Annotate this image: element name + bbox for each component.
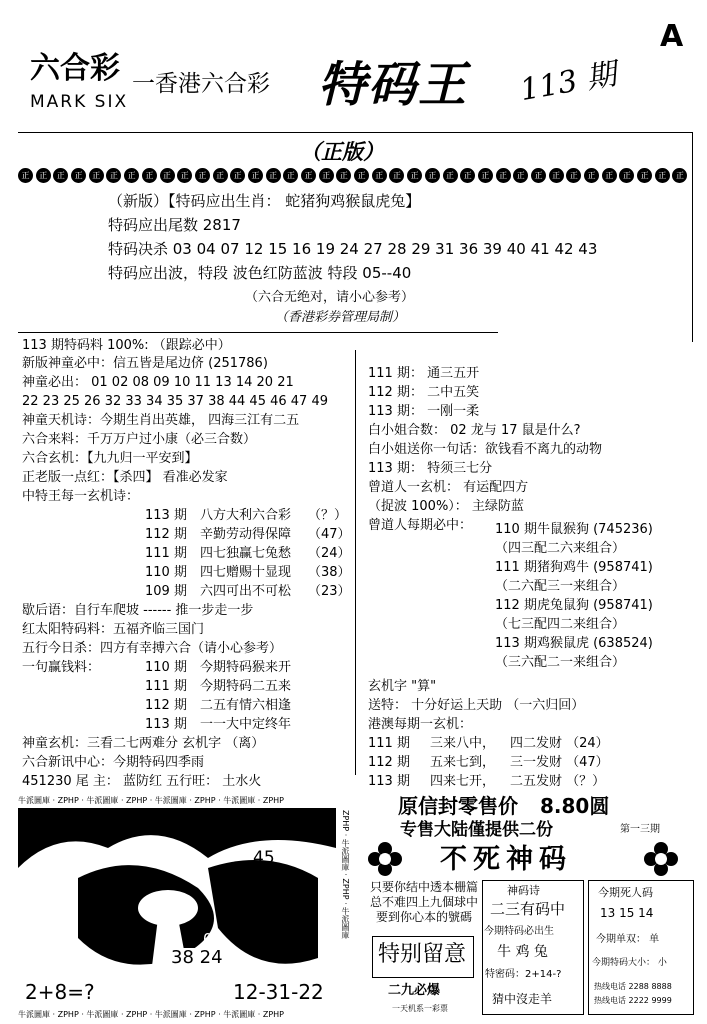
right-line-10: 玄机字 "算" bbox=[368, 679, 437, 694]
logo-sub: MARK SIX bbox=[30, 92, 129, 112]
must-answer: 牛 鸡 兔 bbox=[497, 944, 548, 960]
hk-text: 三来八中， bbox=[430, 736, 496, 751]
zheng-circle-icon: 正 bbox=[460, 168, 475, 183]
zheng-circle-icon: 正 bbox=[124, 168, 139, 183]
zheng-circle-icon: 正 bbox=[672, 168, 687, 183]
win-issue: 111 期 bbox=[145, 679, 187, 694]
zodiac-set: 111 期猪狗鸡牛 (958741) bbox=[495, 560, 653, 575]
attention-label: 特别留意 bbox=[378, 942, 467, 967]
right-border bbox=[692, 132, 693, 342]
zheng-circle-icon: 正 bbox=[301, 168, 316, 183]
attention-note: 二九必爆 bbox=[388, 983, 441, 998]
photo-number-28: 28 bbox=[283, 818, 301, 834]
poem-text: 辛勤劳动得保障 bbox=[200, 527, 292, 542]
dead-code-title: 今期死人码 bbox=[598, 886, 653, 899]
zheng-circle-icon: 正 bbox=[213, 168, 228, 183]
wave-line: 特码应出波，特段 波色红防蓝波 特段 05--40 bbox=[108, 264, 412, 282]
zheng-circle-icon: 正 bbox=[425, 168, 440, 183]
zheng-circle-icon: 正 bbox=[354, 168, 369, 183]
left-line-15: 六合新讯中心：今期特码四季雨 bbox=[22, 755, 205, 770]
poem-answer: （23） bbox=[308, 584, 351, 599]
zheng-circle-icon: 正 bbox=[336, 168, 351, 183]
right-line-2: 112 期： 二中五笑 bbox=[368, 385, 480, 400]
section-rule bbox=[18, 332, 498, 333]
left-line-13: 一句赢钱料： bbox=[22, 660, 101, 675]
corner-letter: A bbox=[660, 19, 684, 54]
hk-result: 二五发财 （？） bbox=[510, 774, 606, 789]
authority-note: （香港彩券管理局制） bbox=[275, 310, 406, 325]
win-issue: 113 期 bbox=[145, 717, 187, 732]
edition-label: （正版） bbox=[300, 140, 384, 164]
zheng-circle-icon: 正 bbox=[177, 168, 192, 183]
photo-number-01: 01 bbox=[203, 930, 223, 948]
logo-title: 一香港六合彩 bbox=[132, 71, 270, 97]
zheng-circle-icon: 正 bbox=[89, 168, 104, 183]
price-side-note: 第一三期 bbox=[620, 824, 660, 835]
poem-title: 神码诗 bbox=[507, 884, 540, 897]
size-label: 今期特码大小： 小 bbox=[592, 958, 667, 968]
header-rule bbox=[18, 132, 693, 133]
zheng-circle-icon: 正 bbox=[478, 168, 493, 183]
poem-answer: （47） bbox=[308, 527, 351, 542]
right-line-4: 白小姐合数： 02 龙与 17 鼠是什么? bbox=[368, 423, 581, 438]
zodiac-combo: （七三配四二来组合） bbox=[495, 617, 626, 632]
zheng-circle-icon: 正 bbox=[248, 168, 263, 183]
win-text: 二五有情六相逢 bbox=[200, 698, 292, 713]
poem-text: 四七独赢七兔愁 bbox=[200, 546, 292, 561]
poem-answer: （38） bbox=[308, 565, 351, 580]
brand-title: 特码王 bbox=[318, 57, 469, 113]
zheng-circle-icon: 正 bbox=[319, 168, 334, 183]
hk-issue: 112 期 bbox=[368, 755, 410, 770]
hk-issue: 113 期 bbox=[368, 774, 410, 789]
left-line-5: 神童天机诗：今期生肖出英雄， 四海三江有二五 bbox=[22, 413, 300, 428]
zheng-circle-icon: 正 bbox=[637, 168, 652, 183]
win-text: 一一大中定终年 bbox=[200, 717, 292, 732]
kill-line: 特码决杀 03 04 07 12 15 16 19 24 27 28 29 31 36 39 40 41 42 43 bbox=[108, 240, 598, 258]
zheng-circle-icon: 正 bbox=[36, 168, 51, 183]
secret-note: 猜中沒走羊 bbox=[492, 992, 553, 1006]
right-line-8: （捉波 100%）： 主绿防蓝 bbox=[368, 499, 524, 514]
must-label: 今期特码必出生 bbox=[484, 926, 554, 937]
secret-code: 特密码：2+14-? bbox=[485, 969, 562, 980]
photo-graphic bbox=[18, 808, 336, 1008]
zodiac-set: 113 期鸡猴鼠虎 (638524) bbox=[495, 636, 653, 651]
dead-code-box bbox=[588, 880, 694, 1015]
zheng-circle-icon: 正 bbox=[71, 168, 86, 183]
issue-number: 113 期 bbox=[517, 56, 620, 109]
zheng-circle-icon: 正 bbox=[602, 168, 617, 183]
zheng-circle-icon: 正 bbox=[195, 168, 210, 183]
left-line-12: 五行今日杀：四方有幸搏六合（请小心参考） bbox=[22, 641, 283, 656]
zodiac-line: （新版）【特码应出生肖： 蛇猪狗鸡猴鼠虎兔】 bbox=[108, 192, 421, 210]
left-line-14: 神童玄机：三看二七两难分 玄机字 （离） bbox=[22, 736, 265, 751]
zodiac-combo: （四三配二六来组合） bbox=[495, 541, 626, 556]
poem-answer: （？） bbox=[308, 508, 348, 523]
left-line-10: 歇后语：自行车爬坡 ------ 推一步走一步 bbox=[22, 603, 254, 618]
price-note: 专售大陆僅提供二份 bbox=[400, 820, 553, 840]
zheng-circle-icon: 正 bbox=[230, 168, 245, 183]
zheng-circle-icon: 正 bbox=[531, 168, 546, 183]
watermark-band-side: ZPHP · 牛派圖庫 · ZPHP · 牛派圖庫 bbox=[336, 810, 350, 1010]
win-issue: 112 期 bbox=[145, 698, 187, 713]
left-line-2: 新版神童必中：信五皆是尾边侪 (251786) bbox=[22, 356, 268, 371]
price-value: 8.80圆 bbox=[540, 794, 610, 818]
hotline-2: 热线电话 2222 9999 bbox=[594, 996, 672, 1005]
circle-row bbox=[18, 168, 688, 186]
price-title: 原信封零售价 bbox=[398, 794, 518, 818]
intro-text: 只要你结中透本栅篇总不难四上九個球中要到你心本的號碼 bbox=[370, 880, 479, 924]
poem-line: 二三有码中 bbox=[490, 900, 566, 918]
poem-text: 八方大利六合彩 bbox=[200, 508, 292, 523]
hk-text: 四来七开， bbox=[430, 774, 496, 789]
logo-text: 六合彩 bbox=[30, 51, 120, 86]
zheng-circle-icon: 正 bbox=[549, 168, 564, 183]
zheng-circle-icon: 正 bbox=[513, 168, 528, 183]
god-code-title: 不死神码 bbox=[440, 844, 572, 875]
right-line-7: 曾道人一玄机： 有运配四方 bbox=[368, 480, 529, 495]
win-text: 今期特码猴来开 bbox=[200, 660, 292, 675]
poem-issue: 110 期 bbox=[145, 565, 187, 580]
hotline-1: 热线电话 2288 8888 bbox=[594, 982, 672, 991]
right-line-11: 送特： 十分好运上天助 （一六归回） bbox=[368, 698, 585, 713]
zheng-circle-icon: 正 bbox=[389, 168, 404, 183]
right-line-3: 113 期： 一刚一柔 bbox=[368, 404, 480, 419]
left-line-3: 神童必出： 01 02 08 09 10 11 13 14 20 21 bbox=[22, 375, 294, 390]
left-line-16: 451230 尾 主： 蓝防红 五行旺： 土水火 bbox=[22, 774, 262, 789]
right-line-6: 113 期： 特须三七分 bbox=[368, 461, 493, 476]
poem-text: 四七赠赐十显现 bbox=[200, 565, 292, 580]
left-line-11: 红太阳特码料：五福齐临三国门 bbox=[22, 622, 205, 637]
hk-issue: 111 期 bbox=[368, 736, 410, 751]
zheng-circle-icon: 正 bbox=[18, 168, 33, 183]
zheng-circle-icon: 正 bbox=[372, 168, 387, 183]
zodiac-set: 112 期虎兔鼠狗 (958741) bbox=[495, 598, 653, 613]
zheng-circle-icon: 正 bbox=[496, 168, 511, 183]
zodiac-combo: （二六配三一来组合） bbox=[495, 579, 626, 594]
zodiac-combo: （三六配二一来组合） bbox=[495, 655, 626, 670]
watermark-band-top: 牛派圖庫 · ZPHP · 牛派圖庫 · ZPHP · 牛派圖庫 · ZPHP · 牛派圖庫 · ZPHP bbox=[18, 796, 358, 806]
zheng-circle-icon: 正 bbox=[160, 168, 175, 183]
right-line-9: 曾道人每期必中： bbox=[368, 518, 473, 533]
hk-result: 四二发财 （24） bbox=[510, 736, 609, 751]
win-issue: 110 期 bbox=[145, 660, 187, 675]
zheng-circle-icon: 正 bbox=[142, 168, 157, 183]
photo-number-45: 45 bbox=[253, 848, 275, 868]
zheng-circle-icon: 正 bbox=[266, 168, 281, 183]
zheng-circle-icon: 正 bbox=[566, 168, 581, 183]
photo-panel bbox=[18, 808, 336, 1008]
left-line-6: 六合来料：千万万户过小康（必三合数） bbox=[22, 432, 257, 447]
zheng-circle-icon: 正 bbox=[407, 168, 422, 183]
right-line-12: 港澳每期一玄机： bbox=[368, 717, 473, 732]
photo-numbers-38-24: 38 24 bbox=[168, 948, 226, 968]
zheng-circle-icon: 正 bbox=[53, 168, 68, 183]
poem-issue: 111 期 bbox=[145, 546, 187, 561]
zheng-circle-icon: 正 bbox=[584, 168, 599, 183]
flower-icon-right bbox=[644, 842, 678, 876]
watermark-band-bottom: 牛派圖庫 · ZPHP · 牛派圖庫 · ZPHP · 牛派圖庫 · ZPHP · 牛派圖庫 · ZPHP bbox=[18, 1010, 358, 1020]
poem-answer: （24） bbox=[308, 546, 351, 561]
small-footer: 一天机系一彩票 bbox=[392, 1004, 448, 1013]
right-line-5: 白小姐送你一句话：欲钱看不离九的动物 bbox=[368, 442, 603, 457]
zheng-circle-icon: 正 bbox=[106, 168, 121, 183]
right-line-1: 111 期： 通三五开 bbox=[368, 366, 480, 381]
zheng-circle-icon: 正 bbox=[283, 168, 298, 183]
single-double: 今期单双： 单 bbox=[596, 934, 660, 945]
flower-icon-left bbox=[368, 842, 402, 876]
zheng-circle-icon: 正 bbox=[443, 168, 458, 183]
zheng-circle-icon: 正 bbox=[619, 168, 634, 183]
column-divider bbox=[355, 350, 356, 775]
zheng-circle-icon: 正 bbox=[655, 168, 670, 183]
left-line-9: 中特王每一玄机诗： bbox=[22, 489, 140, 504]
win-text: 今期特码二五来 bbox=[200, 679, 292, 694]
dead-code-numbers: 13 15 14 bbox=[600, 906, 654, 920]
poem-issue: 109 期 bbox=[145, 584, 187, 599]
hk-result: 三一发财 （47） bbox=[510, 755, 609, 770]
photo-date: 12-31-22 bbox=[230, 980, 327, 1004]
left-line-1: 113 期特码料 100%: （跟踪必中） bbox=[22, 338, 231, 353]
tail-line: 特码应出尾数 2817 bbox=[108, 216, 241, 234]
left-line-4: 22 23 25 26 32 33 34 35 37 38 44 45 46 47 49 bbox=[22, 394, 328, 409]
photo-equation: 2+8=? bbox=[22, 980, 98, 1004]
poem-text: 六四可出不可松 bbox=[200, 584, 292, 599]
caution-note: （六合无绝对，请小心参考） bbox=[245, 290, 415, 305]
poem-issue: 112 期 bbox=[145, 527, 187, 542]
zodiac-set: 110 期牛鼠猴狗 (745236) bbox=[495, 522, 653, 537]
left-line-8: 正老版一点红：【杀四】 看准必发家 bbox=[22, 470, 228, 485]
poem-issue: 113 期 bbox=[145, 508, 187, 523]
left-line-7: 六合玄机：【九九归一平安到】 bbox=[22, 451, 198, 466]
hk-text: 五来七到， bbox=[430, 755, 496, 770]
